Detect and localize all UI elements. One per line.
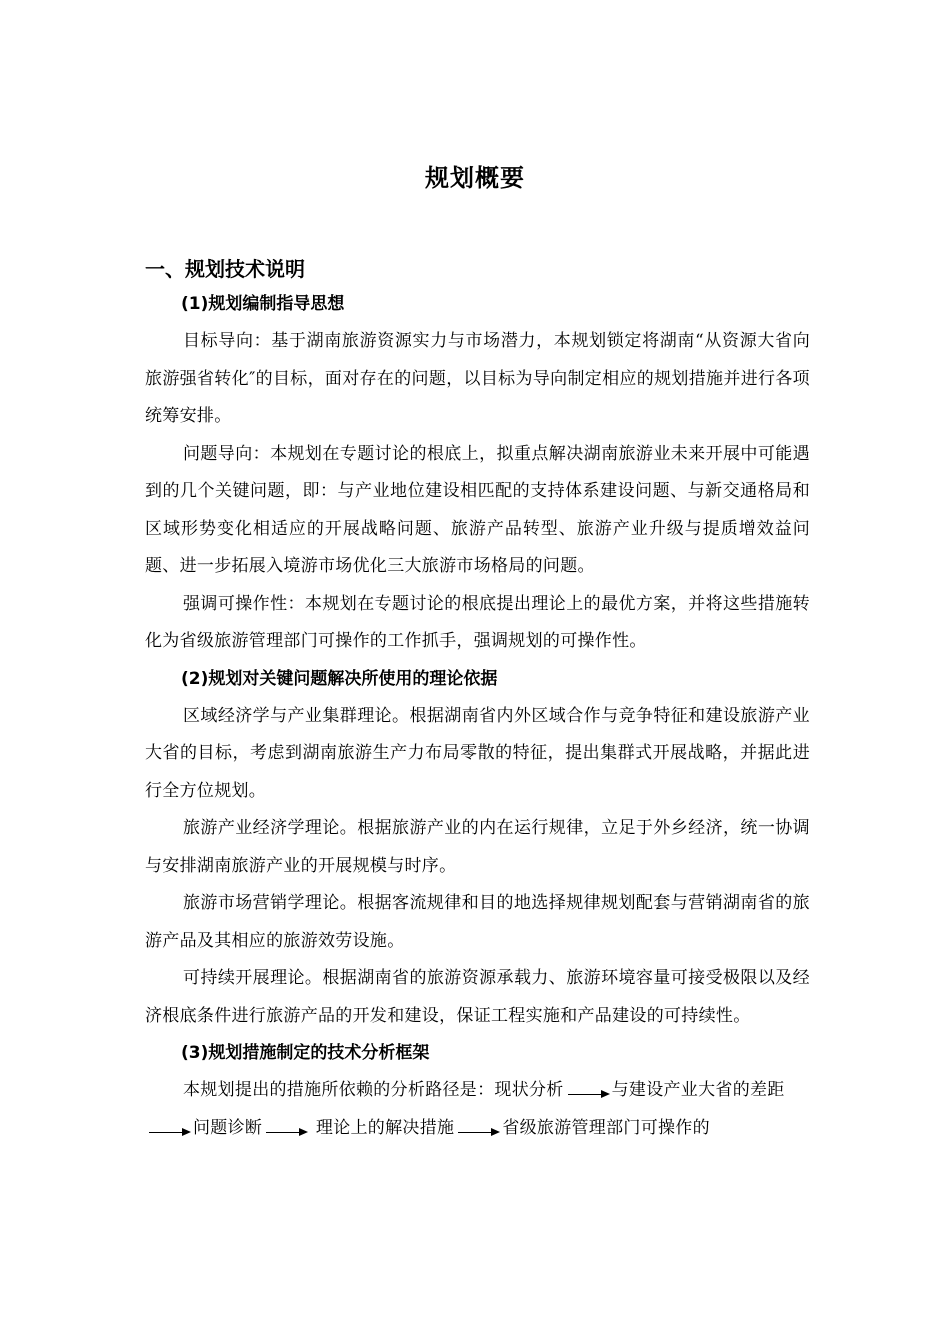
paragraph-sustainable-development: 可持续开展理论。根据湖南省的旅游资源承载力、旅游环境容量可接受极限以及经济根底条件进行旅游产品的开发和建设，保证工程实施和产品建设的可持续性。 — [145, 968, 810, 1026]
path-step: 省级旅游管理部门可操作的 — [502, 1117, 710, 1138]
subsection-heading-analysis-framework: (3)规划措施制定的技术分析框架 — [181, 1043, 430, 1063]
paragraph-tourism-marketing: 旅游市场营销学理论。根据客流规律和目的地选择规律规划配套与营销湖南省的旅游产品及其相应的旅游效劳设施。 — [145, 893, 810, 951]
path-step: 与建设产业大省的差距 — [611, 1080, 785, 1100]
paragraph-analysis-path — [145, 1072, 810, 1147]
path-step: 问题诊断 — [193, 1117, 263, 1138]
paragraph-problem-orientation: 问题导向：本规划在专题讨论的根底上，拟重点解决湖南旅游业未来开展中可能遇到的几个关键问题，即：与产业地位建设相匹配的支持体系建设问题、与新交通格局和区域形势变化相适应的开展战略问题、旅游产品转型、旅游产业升级与提质增效益问题、进一步拓展入境游市场优化三大旅游市场格局的问题。 — [145, 443, 810, 576]
right-arrow-icon — [264, 1123, 308, 1135]
right-arrow-icon — [147, 1123, 191, 1135]
path-intro-text: 本规划提出的措施所依赖的分析路径是：现状分析 — [183, 1080, 564, 1100]
right-arrow-icon — [566, 1085, 610, 1097]
document-body — [145, 252, 810, 1147]
section-heading-technical-notes: 一、规划技术说明 — [145, 257, 305, 281]
right-arrow-icon — [456, 1123, 500, 1135]
subsection-heading-guiding-ideas: (1)规划编制指导思想 — [181, 294, 345, 314]
document-title: 规划概要 — [425, 164, 525, 192]
paragraph-regional-economics: 区域经济学与产业集群理论。根据湖南省内外区域合作与竞争特征和建设旅游产业大省的目标，考虑到湖南旅游生产力布局零散的特征，提出集群式开展战略，并据此进行全方位规划。 — [145, 705, 810, 801]
path-step: 理论上的解决措施 — [310, 1117, 455, 1138]
paragraph-goal-orientation: 目标导向：基于湖南旅游资源实力与市场潜力，本规划锁定将湖南“从资源大省向旅游强省转化″的目标，面对存在的问题，以目标为导向制定相应的规划措施并进行各项统筹安排。 — [145, 331, 810, 426]
paragraph-tourism-economics: 旅游产业经济学理论。根据旅游产业的内在运行规律，立足于外乡经济，统一协调与安排湖南旅游产业的开展规模与时序。 — [145, 818, 810, 876]
paragraph-operability: 强调可操作性：本规划在专题讨论的根底提出理论上的最优方案，并将这些措施转化为省级旅游管理部门可操作的工作抓手，强调规划的可操作性。 — [145, 593, 810, 651]
subsection-heading-theoretical-basis: (2)规划对关键问题解决所使用的理论依据 — [181, 668, 498, 689]
